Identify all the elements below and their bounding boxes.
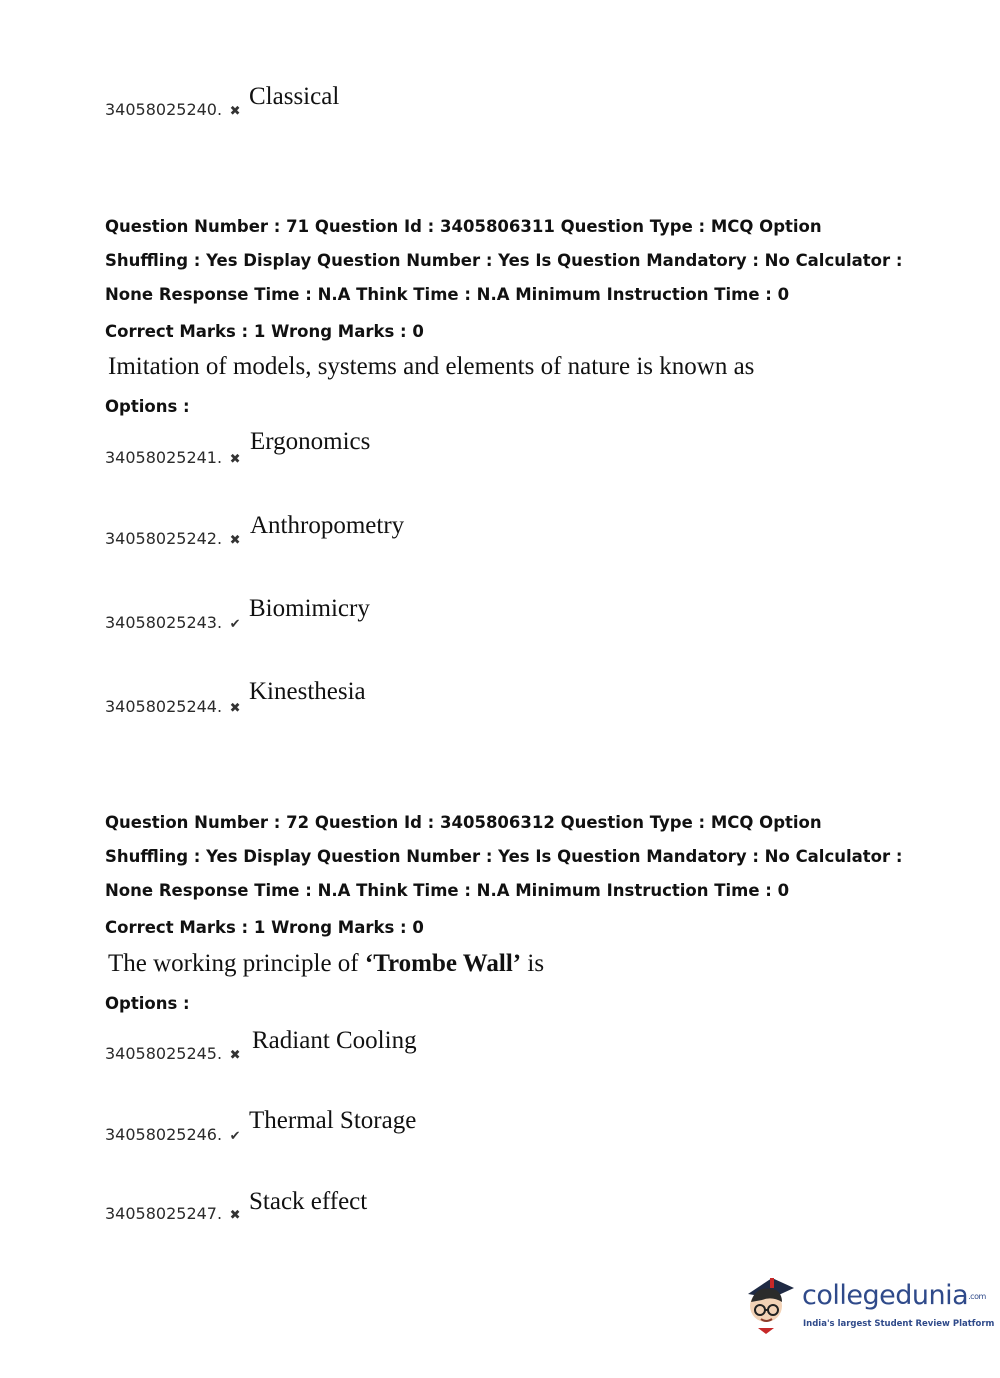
logo-tagline: India's largest Student Review Platform	[803, 1319, 995, 1329]
option-id: 34058025240. ✖	[105, 100, 241, 119]
options-label: Options :	[105, 397, 190, 416]
option-id: 34058025243. ✔	[105, 613, 241, 632]
collegedunia-logo: collegedunia.com India's largest Student Review Platform	[742, 1272, 972, 1338]
option-text: Radiant Cooling	[252, 1027, 417, 1054]
option-text: Thermal Storage	[249, 1107, 417, 1134]
option-id: 34058025244. ✖	[105, 697, 241, 716]
question-72-marks: Correct Marks : 1 Wrong Marks : 0	[105, 918, 424, 937]
option-text: Anthropometry	[250, 512, 405, 539]
question-71-text: Imitation of models, systems and elements of nature is known as	[108, 353, 755, 380]
wrong-mark-icon: ✖	[229, 1048, 241, 1063]
option-id: 34058025241. ✖	[105, 448, 241, 467]
option-id: 34058025242. ✖	[105, 529, 241, 548]
option-text: Ergonomics	[250, 428, 371, 455]
wrong-mark-icon: ✖	[229, 452, 241, 467]
question-72-meta: Question Number : 72 Question Id : 3405806312 Question Type : MCQ Option Shuffling : Yes Display Question Number : Yes Is Question Mandatory : No Calculator : None Response Time : N.A Think Time : N.A Minimum Instruction Time : 0	[105, 813, 903, 900]
option-text: Kinesthesia	[249, 678, 366, 705]
options-label: Options :	[105, 994, 190, 1013]
option-id: 34058025247. ✖	[105, 1204, 241, 1223]
option-text: Stack effect	[249, 1188, 368, 1215]
wrong-mark-icon: ✖	[229, 701, 241, 716]
wrong-mark-icon: ✖	[229, 1208, 241, 1223]
wrong-mark-icon: ✖	[229, 533, 241, 548]
question-71-marks: Correct Marks : 1 Wrong Marks : 0	[105, 322, 424, 341]
option-id: 34058025245. ✖	[105, 1044, 241, 1063]
option-id: 34058025246. ✔	[105, 1125, 241, 1144]
mascot-icon	[742, 1272, 800, 1338]
option-text: Classical	[249, 83, 340, 110]
check-mark-icon: ✔	[229, 1129, 241, 1144]
question-72-text: The working principle of ‘Trombe Wall’ is	[108, 950, 545, 977]
option-text: Biomimicry	[249, 595, 370, 622]
question-71-meta: Question Number : 71 Question Id : 3405806311 Question Type : MCQ Option Shuffling : Yes Display Question Number : Yes Is Question Mandatory : No Calculator : None Response Time : N.A Think Time : N.A Minimum Instruction Time : 0	[105, 217, 903, 304]
check-mark-icon: ✔	[229, 617, 241, 632]
wrong-mark-icon: ✖	[229, 104, 241, 119]
